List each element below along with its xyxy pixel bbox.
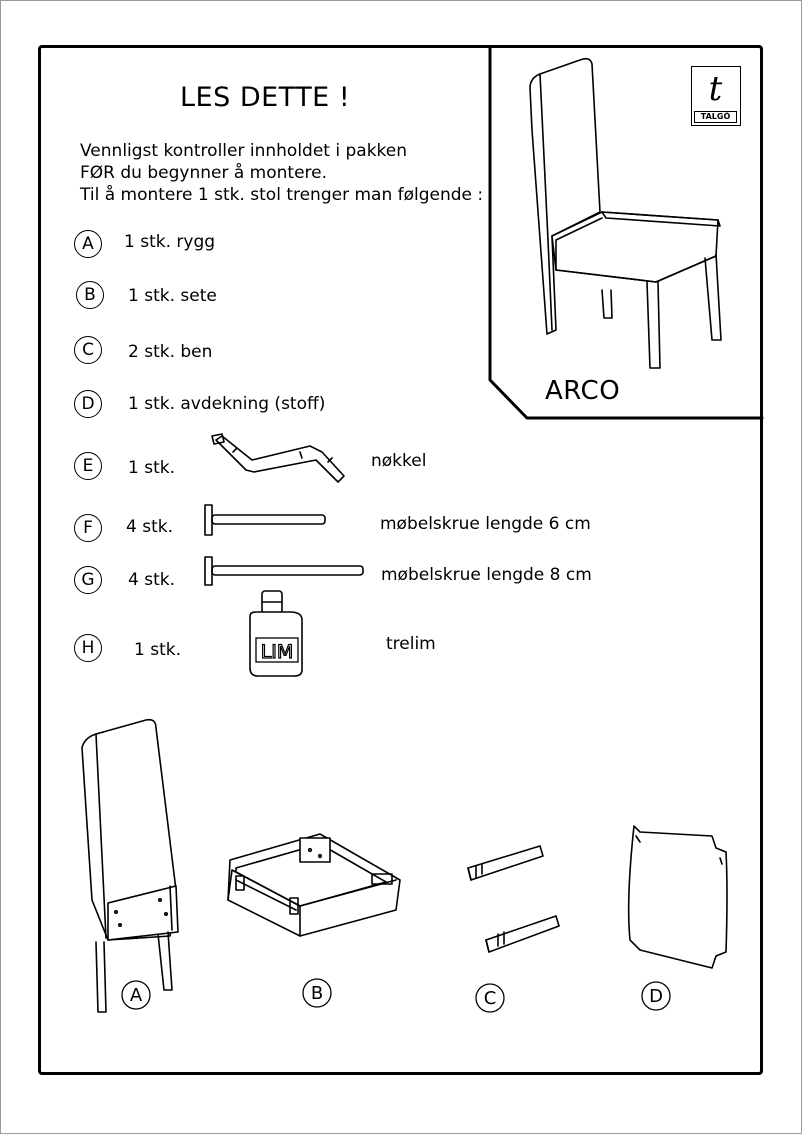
part-quantity-d: 1 stk. avdekning (stoff) [128, 394, 326, 414]
part-label-h: trelim [386, 634, 436, 654]
part-quantity-c: 2 stk. ben [128, 342, 213, 362]
intro-line-3: Til å montere 1 stk. stol trenger man følgende : [80, 185, 484, 205]
part-letter-e: E [74, 452, 102, 480]
product-name: ARCO [545, 376, 621, 406]
bottom-label-b: B [310, 983, 324, 1004]
bottom-label-d: D [649, 986, 663, 1007]
logo-mark: t [708, 69, 723, 109]
part-d-fabric-cover [629, 826, 727, 968]
part-letter-b: B [76, 281, 104, 309]
glue-bottle-icon [250, 591, 302, 676]
part-letter-c: C [74, 336, 102, 364]
part-letter-d: D [74, 390, 102, 418]
part-label-f: møbelskrue lengde 6 cm [380, 514, 591, 534]
part-quantity-h: 1 stk. [134, 640, 181, 660]
logo-name: TALGÖ [694, 111, 737, 123]
part-letter-h: H [74, 634, 102, 662]
page-title: LES DETTE ! [180, 82, 351, 113]
part-quantity-f: 4 stk. [126, 517, 173, 537]
intro-line-1: Vennligst kontroller innholdet i pakken [80, 141, 408, 161]
glue-label: LIM [260, 641, 294, 663]
screw-6cm-icon [205, 505, 325, 535]
part-quantity-b: 1 stk. sete [128, 286, 217, 306]
allen-key-icon [212, 434, 344, 482]
intro-line-2: FØR du begynner å montere. [80, 163, 328, 183]
chair-illustration [530, 59, 721, 368]
part-a-backrest [82, 720, 178, 1012]
part-c-legs [468, 846, 559, 952]
part-label-e: nøkkel [371, 451, 427, 471]
part-quantity-g: 4 stk. [128, 570, 175, 590]
part-label-g: møbelskrue lengde 8 cm [381, 565, 592, 585]
bottom-label-c: C [483, 988, 497, 1009]
part-letter-f: F [74, 514, 102, 542]
part-letter-a: A [74, 230, 102, 258]
bottom-label-a: A [129, 985, 143, 1006]
part-quantity-a: 1 stk. rygg [124, 232, 216, 252]
part-b-seat-frame [228, 834, 400, 936]
screw-8cm-icon [205, 557, 363, 585]
part-quantity-e: 1 stk. [128, 458, 175, 478]
part-letter-g: G [74, 566, 102, 594]
